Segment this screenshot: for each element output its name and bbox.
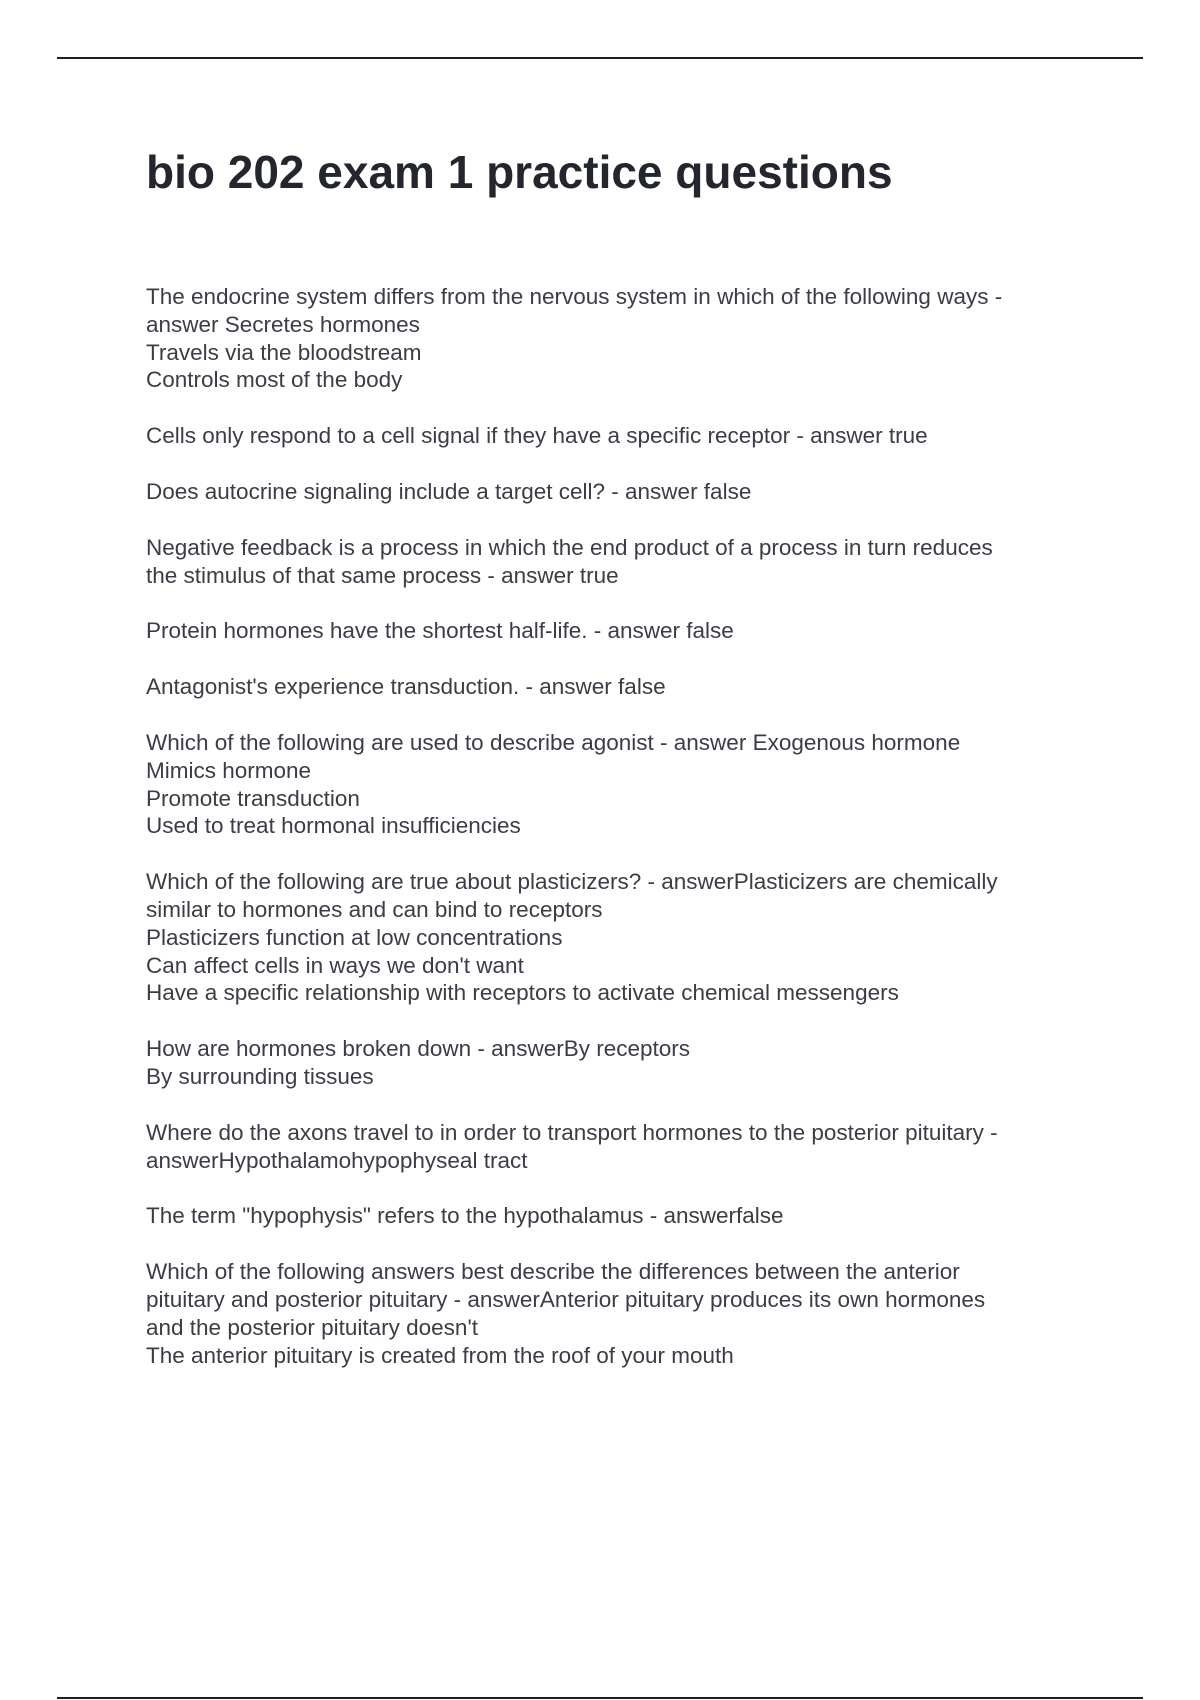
question-answer-line: Plasticizers function at low concentrations bbox=[146, 924, 563, 950]
question-answer-item bbox=[146, 617, 1086, 645]
question-answer-line: Promote transduction bbox=[146, 785, 360, 811]
bottom-divider bbox=[57, 1697, 1143, 1699]
question-answer-line: Travels via the bloodstream bbox=[146, 339, 422, 365]
top-divider bbox=[57, 57, 1143, 59]
question-answer-item bbox=[146, 478, 1086, 506]
question-answer-line: and the posterior pituitary doesn't bbox=[146, 1314, 478, 1340]
question-answer-line: similar to hormones and can bind to receptors bbox=[146, 896, 603, 922]
question-answer-item bbox=[146, 283, 1086, 394]
question-answer-line: Where do the axons travel to in order to transport hormones to the posterior pituitary - bbox=[146, 1119, 998, 1145]
question-answer-line: Does autocrine signaling include a target cell? - answer false bbox=[146, 478, 752, 504]
question-answer-item bbox=[146, 1119, 1086, 1175]
page-title: bio 202 exam 1 practice questions bbox=[146, 146, 893, 198]
question-answer-line: Controls most of the body bbox=[146, 367, 403, 393]
question-answer-line: Cells only respond to a cell signal if they have a specific receptor - answer true bbox=[146, 423, 928, 449]
question-answer-line: Mimics hormone bbox=[146, 757, 312, 783]
question-answer-item bbox=[146, 1258, 1086, 1369]
question-answer-line: The endocrine system differs from the nervous system in which of the following ways - bbox=[146, 284, 1003, 309]
question-answer-item bbox=[146, 1035, 1086, 1091]
question-answer-item bbox=[146, 673, 1086, 701]
question-answer-line: Can affect cells in ways we don't want bbox=[146, 952, 524, 978]
question-answer-line: Negative feedback is a process in which the end product of a process in turn reduces bbox=[146, 534, 993, 560]
question-answer-line: Protein hormones have the shortest half-life. - answer false bbox=[146, 618, 734, 644]
question-answer-line: Have a specific relationship with receptors to activate chemical messengers bbox=[146, 980, 899, 1006]
question-answer-line: The anterior pituitary is created from the roof of your mouth bbox=[146, 1342, 734, 1368]
question-answer-line: answerHypothalamohypophyseal tract bbox=[146, 1147, 528, 1173]
question-answer-line: How are hormones broken down - answerBy receptors bbox=[146, 1036, 690, 1062]
question-answer-line: answer Secretes hormones bbox=[146, 311, 420, 337]
question-answer-line: The term "hypophysis" refers to the hypothalamus - answerfalse bbox=[146, 1203, 784, 1229]
question-answer-item bbox=[146, 534, 1086, 590]
question-answer-item bbox=[146, 868, 1086, 1007]
question-list bbox=[146, 283, 1086, 1397]
question-answer-line: Which of the following are used to describe agonist - answer Exogenous hormone bbox=[146, 729, 961, 755]
question-answer-line: the stimulus of that same process - answer true bbox=[146, 562, 619, 588]
question-answer-item bbox=[146, 422, 1086, 450]
question-answer-line: Which of the following answers best describe the differences between the anterior bbox=[146, 1259, 960, 1285]
question-answer-line: Used to treat hormonal insufficiencies bbox=[146, 813, 521, 839]
question-answer-item bbox=[146, 1202, 1086, 1230]
question-answer-line: By surrounding tissues bbox=[146, 1063, 374, 1089]
question-answer-line: pituitary and posterior pituitary - answerAnterior pituitary produces its own hormones bbox=[146, 1286, 986, 1312]
question-answer-line: Which of the following are true about plasticizers? - answerPlasticizers are chemically bbox=[146, 869, 998, 895]
question-answer-item bbox=[146, 729, 1086, 840]
question-answer-line: Antagonist's experience transduction. - answer false bbox=[146, 674, 666, 700]
